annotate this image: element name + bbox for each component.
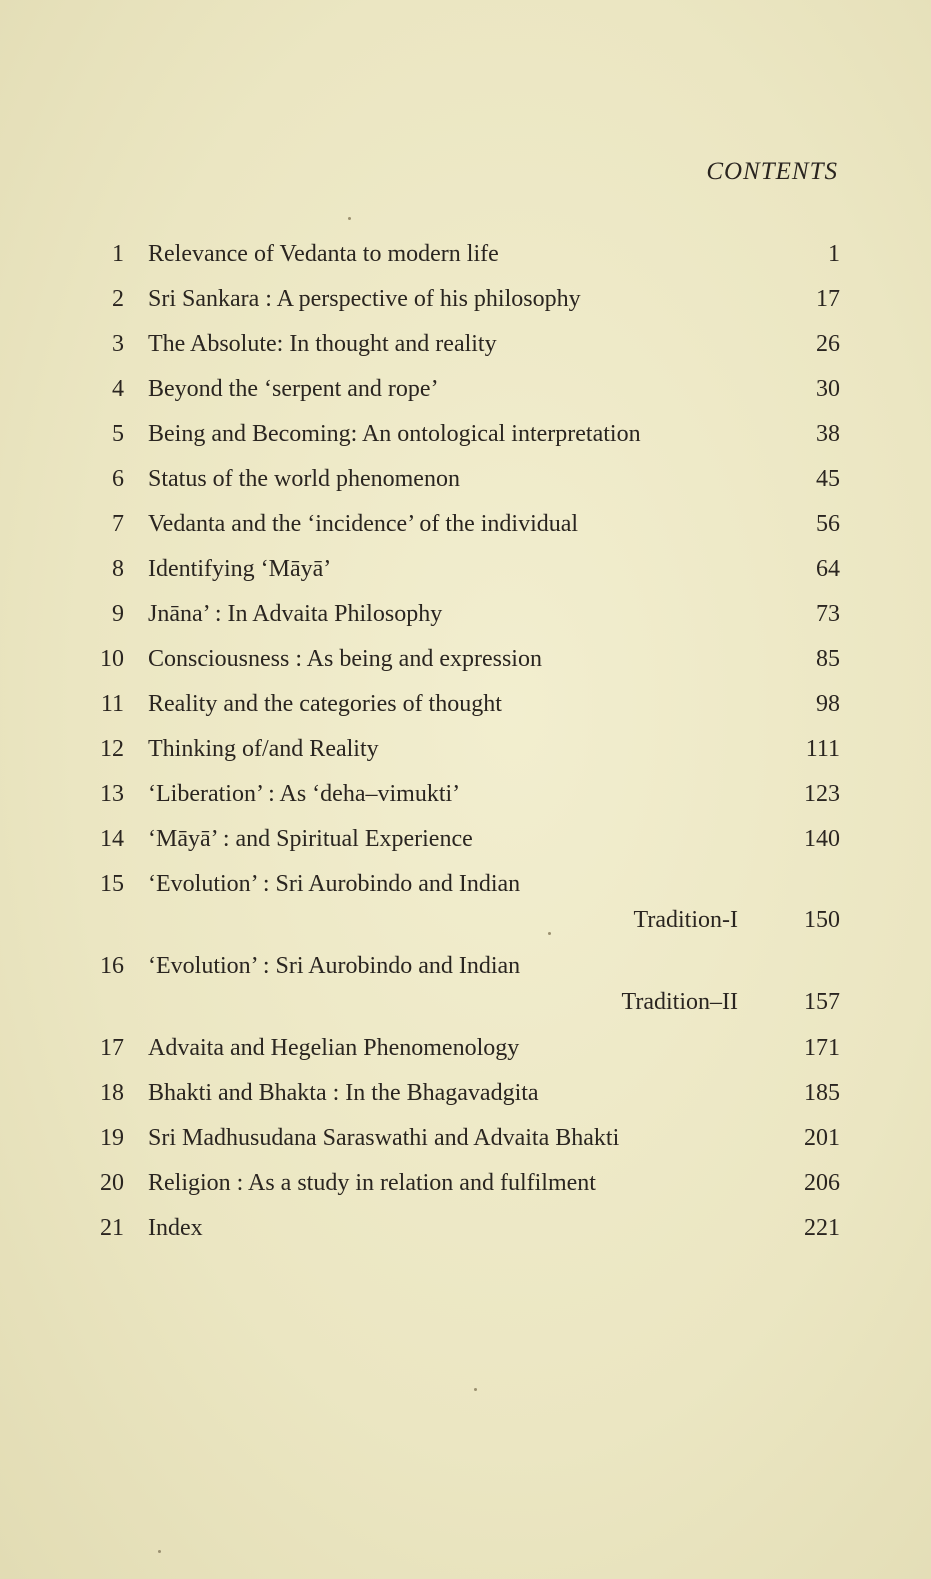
chapter-title: ‘Liberation’ : As ‘deha–vimukti’ xyxy=(148,781,461,807)
toc-entry-19 xyxy=(90,1120,840,1165)
chapter-title: ‘Evolution’ : Sri Aurobindo and Indian xyxy=(148,871,521,897)
toc-entry-13 xyxy=(90,776,840,821)
toc-entry-3 xyxy=(90,326,840,371)
page-number: 140 xyxy=(804,826,840,852)
chapter-number: 3 xyxy=(112,331,124,357)
page-number: 45 xyxy=(816,466,840,492)
chapter-number: 9 xyxy=(112,601,124,627)
toc-entry-11 xyxy=(90,686,840,731)
toc-entry-14 xyxy=(90,821,840,866)
chapter-number: 6 xyxy=(112,466,124,492)
toc-entry-6 xyxy=(90,461,840,506)
chapter-title: Status of the world phenomenon xyxy=(148,466,460,492)
chapter-title: Jnāna’ : In Advaita Philosophy xyxy=(148,601,443,627)
chapter-number: 14 xyxy=(100,826,124,852)
toc-entry-1 xyxy=(90,236,840,281)
chapter-title: Vedanta and the ‘incidence’ of the individual xyxy=(148,511,579,537)
chapter-number: 16 xyxy=(100,953,124,979)
chapter-title: Being and Becoming: An ontological interpretation xyxy=(148,421,641,447)
chapter-number: 5 xyxy=(112,421,124,447)
page-number: 30 xyxy=(816,376,840,402)
toc-entry-16 xyxy=(90,948,840,1030)
chapter-title: ‘Māyā’ : and Spiritual Experience xyxy=(148,826,473,852)
toc-entry-17 xyxy=(90,1030,840,1075)
table-of-contents xyxy=(90,236,840,1255)
chapter-title: Consciousness : As being and expression xyxy=(148,646,542,672)
chapter-title: Relevance of Vedanta to modern life xyxy=(148,241,499,267)
page-number: 56 xyxy=(816,511,840,537)
toc-entry-20 xyxy=(90,1165,840,1210)
page-number: 157 xyxy=(804,989,840,1015)
toc-entry-8 xyxy=(90,551,840,596)
paper-speck xyxy=(348,217,351,220)
chapter-title: The Absolute: In thought and reality xyxy=(148,331,497,357)
page-number: 73 xyxy=(816,601,840,627)
chapter-title: Religion : As a study in relation and fulfilment xyxy=(148,1170,596,1196)
chapter-number: 11 xyxy=(100,691,124,717)
toc-entry-12 xyxy=(90,731,840,776)
chapter-title: Reality and the categories of thought xyxy=(148,691,502,717)
toc-entry-9 xyxy=(90,596,840,641)
chapter-title-continued: Tradition-I xyxy=(633,907,738,933)
chapter-number: 8 xyxy=(112,556,124,582)
page-number: 64 xyxy=(816,556,840,582)
paper-speck xyxy=(548,932,551,935)
chapter-title: Thinking of/and Reality xyxy=(148,736,379,762)
chapter-number: 10 xyxy=(100,646,124,672)
page-number: 38 xyxy=(816,421,840,447)
toc-entry-4 xyxy=(90,371,840,416)
toc-entry-7 xyxy=(90,506,840,551)
page-number: 150 xyxy=(804,907,840,933)
chapter-title: Beyond the ‘serpent and rope’ xyxy=(148,376,439,402)
toc-entry-10 xyxy=(90,641,840,686)
contents-heading: CONTENTS xyxy=(706,158,838,185)
chapter-number: 20 xyxy=(100,1170,124,1196)
page-number: 185 xyxy=(804,1080,840,1106)
page-number: 98 xyxy=(816,691,840,717)
page-number: 206 xyxy=(804,1170,840,1196)
chapter-number: 4 xyxy=(112,376,124,402)
toc-entry-21 xyxy=(90,1210,840,1255)
page-number: 1 xyxy=(828,241,840,267)
page-number: 17 xyxy=(816,286,840,312)
toc-entry-5 xyxy=(90,416,840,461)
chapter-title-continued: Tradition–II xyxy=(621,989,738,1015)
page-number: 171 xyxy=(804,1035,840,1061)
page-number: 123 xyxy=(804,781,840,807)
chapter-title: Sri Sankara : A perspective of his philosophy xyxy=(148,286,581,312)
chapter-number: 18 xyxy=(100,1080,124,1106)
chapter-number: 12 xyxy=(100,736,124,762)
chapter-number: 15 xyxy=(100,871,124,897)
page-number: 85 xyxy=(816,646,840,672)
toc-entry-18 xyxy=(90,1075,840,1120)
page-number: 221 xyxy=(804,1215,840,1241)
chapter-number: 13 xyxy=(100,781,124,807)
chapter-number: 21 xyxy=(100,1215,124,1241)
chapter-title: ‘Evolution’ : Sri Aurobindo and Indian xyxy=(148,953,521,979)
chapter-title: Bhakti and Bhakta : In the Bhagavadgita xyxy=(148,1080,539,1106)
chapter-number: 17 xyxy=(100,1035,124,1061)
page-number: 201 xyxy=(804,1125,840,1151)
chapter-title: Index xyxy=(148,1215,203,1241)
paper-speck xyxy=(158,1550,161,1553)
chapter-number: 1 xyxy=(112,241,124,267)
page-number: 26 xyxy=(816,331,840,357)
chapter-title: Identifying ‘Māyā’ xyxy=(148,556,332,582)
chapter-title: Sri Madhusudana Saraswathi and Advaita Bhakti xyxy=(148,1125,620,1151)
chapter-number: 19 xyxy=(100,1125,124,1151)
paper-speck xyxy=(474,1388,477,1391)
chapter-title: Advaita and Hegelian Phenomenology xyxy=(148,1035,520,1061)
toc-entry-2 xyxy=(90,281,840,326)
chapter-number: 7 xyxy=(112,511,124,537)
toc-entry-15 xyxy=(90,866,840,948)
chapter-number: 2 xyxy=(112,286,124,312)
page-number: 111 xyxy=(805,736,840,762)
